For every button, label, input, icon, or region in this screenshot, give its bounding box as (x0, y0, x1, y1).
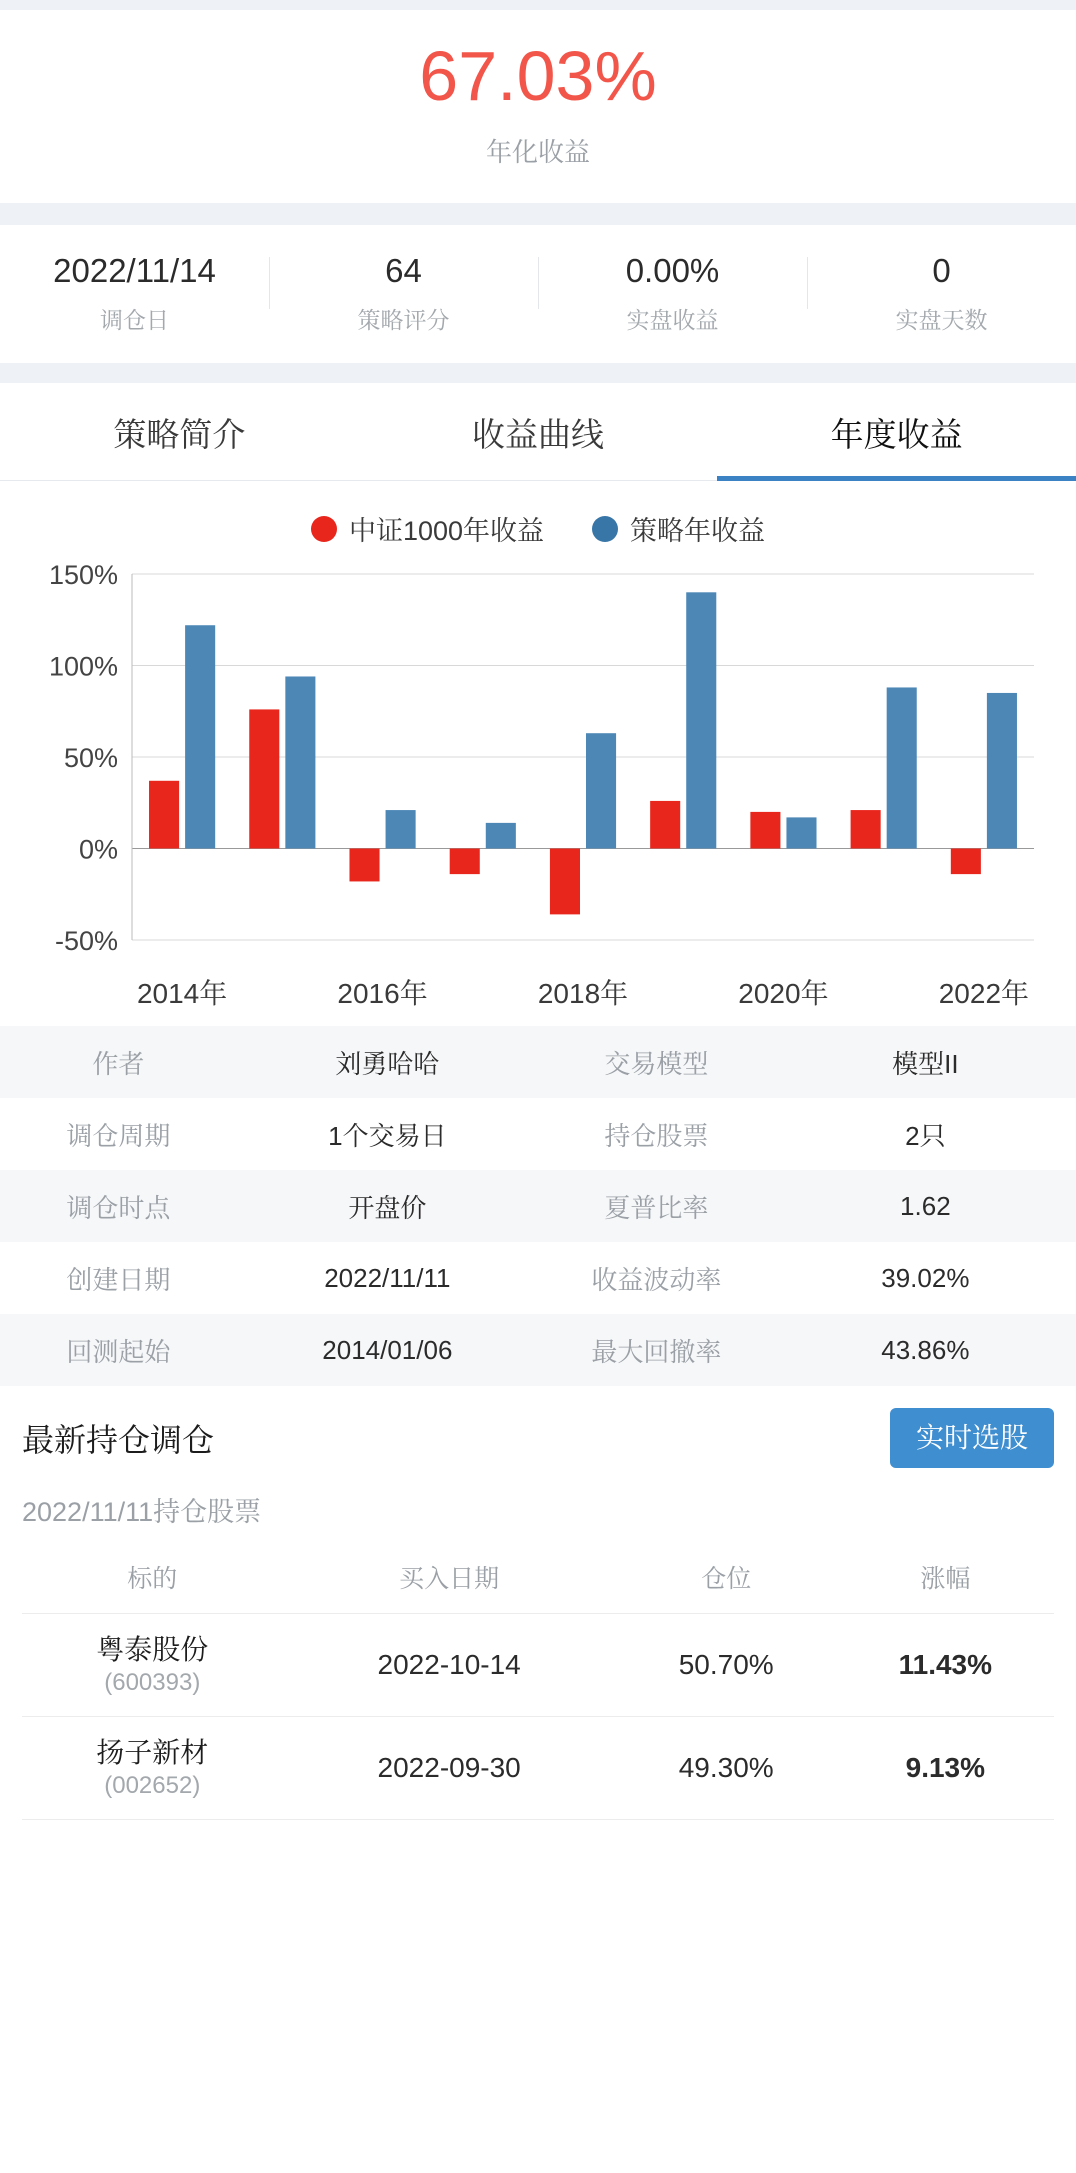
stat-strategy-score (269, 251, 538, 336)
y-axis-tick-label: 0% (78, 834, 118, 865)
info-key: 最大回撤率 (591, 1336, 722, 1367)
column-header-change: 涨幅 (837, 1543, 1054, 1614)
holdings-section (0, 1386, 1076, 1820)
stat-value: 2022/11/14 (53, 251, 216, 289)
stat-live-days (807, 251, 1076, 336)
legend-item-benchmark (311, 509, 544, 548)
holdings-subtitle: 2022/11/11持仓股票 (22, 1497, 262, 1528)
info-key: 调仓周期 (66, 1120, 171, 1151)
chart-bar (185, 625, 215, 848)
info-value: 刘勇哈哈 (335, 1048, 440, 1079)
holding-buy-date: 2022-09-30 (283, 1717, 616, 1820)
info-key: 创建日期 (66, 1264, 171, 1295)
legend-item-strategy (592, 509, 765, 548)
info-value: 模型II (892, 1048, 959, 1079)
holding-name: 扬子新材 (96, 1737, 209, 1769)
holdings-header (22, 1408, 1054, 1468)
holding-symbol-cell (22, 1614, 283, 1717)
legend-dot-icon (592, 516, 618, 542)
legend-dot-icon (311, 516, 337, 542)
chart-bar (285, 677, 315, 849)
chart-bar (586, 733, 616, 848)
y-axis-tick-label: -50% (54, 926, 118, 957)
holding-code: (002652) (104, 1772, 201, 1800)
info-key: 收益波动率 (591, 1264, 722, 1295)
info-value: 开盘价 (348, 1192, 427, 1223)
chart-bar (750, 812, 780, 849)
chart-plot-area (24, 562, 1052, 962)
table-row[interactable] (22, 1614, 1054, 1717)
holding-buy-date: 2022-10-14 (283, 1614, 616, 1717)
holding-position: 50.70% (616, 1614, 837, 1717)
info-key: 回测起始 (66, 1336, 171, 1367)
annualized-return-hero (0, 10, 1076, 203)
tab-return-curve[interactable]: 收益曲线 (472, 416, 604, 454)
chart-bar (149, 781, 179, 849)
info-value: 1个交易日 (328, 1120, 447, 1151)
info-row (0, 1314, 1076, 1386)
chart-legend (0, 509, 1076, 548)
info-key: 调仓时点 (66, 1192, 171, 1223)
annualized-return-value: 67.03% (419, 37, 657, 115)
chart-bar (450, 849, 480, 875)
chart-bar (987, 693, 1017, 849)
column-header-position: 仓位 (616, 1543, 837, 1614)
tab-annual-return[interactable]: 年度收益 (717, 383, 1076, 480)
stat-label: 实盘天数 (895, 307, 988, 334)
chart-bar (686, 592, 716, 848)
column-header-buy-date: 买入日期 (283, 1543, 616, 1614)
chart-bar (249, 710, 279, 849)
chart-svg (24, 562, 1052, 962)
info-key: 作者 (92, 1048, 145, 1079)
info-row (0, 1242, 1076, 1314)
holding-symbol-cell (22, 1717, 283, 1820)
holding-change: 9.13% (837, 1717, 1054, 1820)
stat-label: 调仓日 (100, 307, 169, 334)
chart-x-axis-labels (24, 972, 1052, 1016)
chart-bar (851, 810, 881, 848)
chart-bar (786, 817, 816, 848)
stat-value: 0.00% (625, 251, 720, 289)
x-axis-tick-label: 2022年 (938, 978, 1030, 1010)
chart-bar (349, 849, 379, 882)
stat-label: 实盘收益 (626, 307, 719, 334)
info-value: 2只 (905, 1120, 946, 1151)
info-row (0, 1170, 1076, 1242)
hero-stats-divider (0, 203, 1076, 225)
stat-value: 64 (385, 251, 422, 289)
x-axis-tick-label: 2020年 (738, 978, 829, 1010)
legend-label: 策略年收益 (630, 516, 766, 547)
info-key: 交易模型 (604, 1048, 709, 1079)
x-axis-tick-label: 2014年 (136, 978, 228, 1010)
chart-bar (650, 801, 680, 849)
x-axis-tick-label: 2018年 (537, 978, 629, 1010)
stat-rebalance-date (0, 251, 269, 336)
info-value: 43.86% (881, 1334, 970, 1365)
x-axis-tick-label: 2016年 (337, 978, 428, 1010)
holdings-table (22, 1543, 1054, 1820)
annual-return-chart (0, 481, 1076, 1026)
stat-value: 0 (932, 251, 951, 289)
top-spacer (0, 0, 1076, 10)
holdings-title: 最新持仓调仓 (22, 1422, 215, 1459)
legend-label: 中证1000年收益 (348, 516, 545, 547)
holding-name: 粤泰股份 (96, 1634, 209, 1666)
table-row[interactable] (22, 1717, 1054, 1820)
info-value: 2014/01/06 (322, 1334, 453, 1365)
stat-live-return (538, 251, 807, 336)
stats-tabs-divider (0, 363, 1076, 383)
strategy-info-table (0, 1026, 1076, 1386)
info-key: 持仓股票 (604, 1120, 709, 1151)
holding-position: 49.30% (616, 1717, 837, 1820)
info-row (0, 1026, 1076, 1098)
column-header-symbol: 标的 (22, 1543, 283, 1614)
holding-code: (600393) (104, 1669, 201, 1697)
stats-row (0, 225, 1076, 364)
stat-label: 策略评分 (357, 307, 450, 334)
info-key: 夏普比率 (604, 1192, 709, 1223)
chart-bar (386, 810, 416, 848)
y-axis-tick-label: 150% (48, 562, 118, 591)
info-value: 1.62 (900, 1190, 951, 1221)
annualized-return-label: 年化收益 (485, 136, 590, 167)
info-row (0, 1098, 1076, 1170)
tab-bar (0, 383, 1076, 481)
y-axis-tick-label: 100% (48, 651, 118, 682)
chart-bar (550, 849, 580, 915)
realtime-stock-pick-button[interactable]: 实时选股 (890, 1408, 1054, 1468)
chart-bar (486, 823, 516, 849)
info-value: 2022/11/11 (324, 1262, 451, 1293)
info-value: 39.02% (881, 1262, 970, 1293)
chart-bar (887, 688, 917, 849)
holding-change: 11.43% (837, 1614, 1054, 1717)
holdings-table-header-row (22, 1543, 1054, 1614)
y-axis-tick-label: 50% (63, 743, 118, 774)
chart-bar (951, 849, 981, 875)
tab-strategy-intro[interactable]: 策略简介 (113, 416, 246, 454)
